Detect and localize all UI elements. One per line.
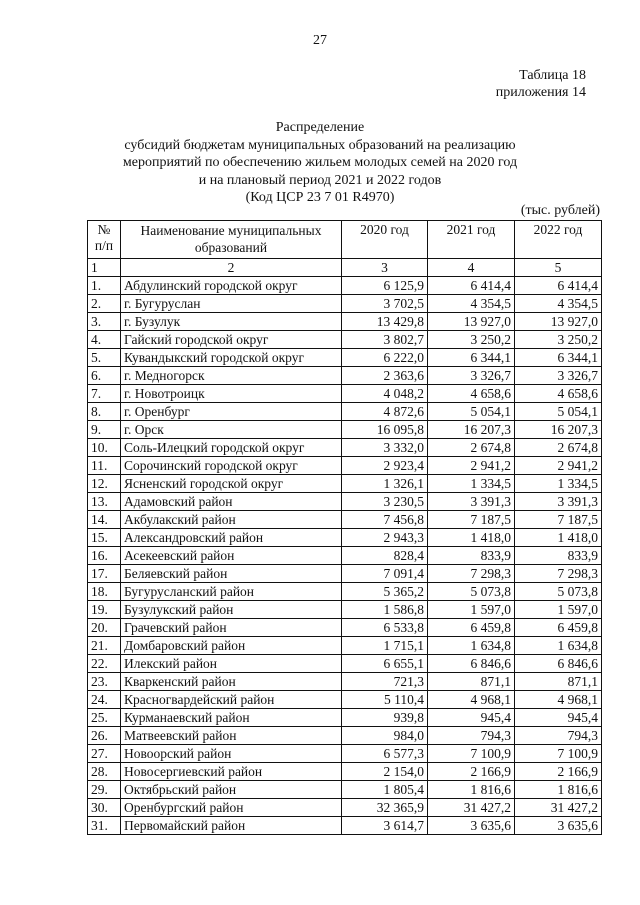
value-2020: 1 805,4 [342, 781, 428, 799]
row-number: 8. [88, 403, 121, 421]
row-number: 9. [88, 421, 121, 439]
table-row [88, 511, 602, 529]
table-row [88, 547, 602, 565]
row-number: 14. [88, 511, 121, 529]
municipality-name: Акбулакский район [121, 511, 342, 529]
value-2020: 984,0 [342, 727, 428, 745]
column-index-row [88, 259, 602, 277]
heading-line1: Распределение [275, 120, 365, 135]
table-row [88, 403, 602, 421]
row-number: 7. [88, 385, 121, 403]
value-2021: 5 054,1 [428, 403, 515, 421]
value-2021: 2 941,2 [428, 457, 515, 475]
heading-line2: субсидий бюджетам муниципальных образований на реализацию [124, 137, 516, 153]
table-body [88, 259, 602, 835]
table-row [88, 583, 602, 601]
value-2020: 828,4 [342, 547, 428, 565]
value-2022: 871,1 [515, 673, 602, 691]
value-2022: 6 414,4 [515, 277, 602, 295]
value-2020: 1 715,1 [342, 637, 428, 655]
value-2020: 6 222,0 [342, 349, 428, 367]
value-2021: 2 166,9 [428, 763, 515, 781]
value-2022: 1 597,0 [515, 601, 602, 619]
value-2020: 6 533,8 [342, 619, 428, 637]
value-2022: 7 298,3 [515, 565, 602, 583]
municipality-name: Илекский район [121, 655, 342, 673]
municipality-name: Абдулинский городской округ [121, 277, 342, 295]
value-2022: 1 418,0 [515, 529, 602, 547]
column-index-4: 4 [428, 259, 515, 277]
row-number: 21. [88, 637, 121, 655]
table-row [88, 601, 602, 619]
value-2021: 4 968,1 [428, 691, 515, 709]
value-2020: 13 429,8 [342, 313, 428, 331]
value-2021: 3 391,3 [428, 493, 515, 511]
value-2021: 4 354,5 [428, 295, 515, 313]
municipality-name: г. Оренбург [121, 403, 342, 421]
value-2022: 2 166,9 [515, 763, 602, 781]
table-row [88, 763, 602, 781]
header-2020: 2020 год [342, 221, 428, 259]
row-number: 17. [88, 565, 121, 583]
value-2021: 3 635,6 [428, 817, 515, 835]
row-number: 29. [88, 781, 121, 799]
row-number: 13. [88, 493, 121, 511]
value-2021: 7 187,5 [428, 511, 515, 529]
row-number: 10. [88, 439, 121, 457]
value-2020: 16 095,8 [342, 421, 428, 439]
table-ref-line1: Таблица 18 [519, 68, 586, 83]
header-2021: 2021 год [428, 221, 515, 259]
table-row [88, 637, 602, 655]
value-2020: 3 614,7 [342, 817, 428, 835]
value-2020: 3 702,5 [342, 295, 428, 313]
table-row [88, 709, 602, 727]
value-2022: 2 941,2 [515, 457, 602, 475]
value-2020: 939,8 [342, 709, 428, 727]
municipality-name: г. Медногорск [121, 367, 342, 385]
units-label: (тыс. рублей) [520, 203, 600, 218]
table-row [88, 817, 602, 835]
value-2022: 7 100,9 [515, 745, 602, 763]
value-2021: 794,3 [428, 727, 515, 745]
value-2022: 6 459,8 [515, 619, 602, 637]
value-2020: 7 456,8 [342, 511, 428, 529]
municipality-name: Адамовский район [121, 493, 342, 511]
header-num [88, 221, 121, 259]
table-row [88, 727, 602, 745]
row-number: 23. [88, 673, 121, 691]
value-2022: 794,3 [515, 727, 602, 745]
table-row [88, 313, 602, 331]
header-2022: 2022 год [515, 221, 602, 259]
value-2022: 3 391,3 [515, 493, 602, 511]
value-2022: 5 073,8 [515, 583, 602, 601]
value-2022: 1 634,8 [515, 637, 602, 655]
value-2022: 4 968,1 [515, 691, 602, 709]
value-2020: 3 230,5 [342, 493, 428, 511]
table-row [88, 385, 602, 403]
table-row [88, 277, 602, 295]
row-number: 19. [88, 601, 121, 619]
table-header-row [88, 221, 602, 259]
value-2022: 13 927,0 [515, 313, 602, 331]
value-2022: 1 816,6 [515, 781, 602, 799]
value-2022: 5 054,1 [515, 403, 602, 421]
heading-line4: и на плановый период 2021 и 2022 годов [198, 172, 442, 188]
municipality-name: Кваркенский район [121, 673, 342, 691]
table-row [88, 457, 602, 475]
table-row [88, 781, 602, 799]
municipality-name: Бузулукский район [121, 601, 342, 619]
value-2020: 721,3 [342, 673, 428, 691]
value-2020: 2 154,0 [342, 763, 428, 781]
row-number: 27. [88, 745, 121, 763]
row-number: 22. [88, 655, 121, 673]
municipality-name: г. Орск [121, 421, 342, 439]
value-2020: 6 125,9 [342, 277, 428, 295]
value-2021: 871,1 [428, 673, 515, 691]
table-row [88, 475, 602, 493]
row-number: 12. [88, 475, 121, 493]
municipality-name: Новосергиевский район [121, 763, 342, 781]
municipality-name: Бугурусланский район [121, 583, 342, 601]
table-row [88, 367, 602, 385]
value-2020: 6 655,1 [342, 655, 428, 673]
value-2022: 833,9 [515, 547, 602, 565]
value-2021: 5 073,8 [428, 583, 515, 601]
table-row [88, 565, 602, 583]
row-number: 15. [88, 529, 121, 547]
value-2021: 3 250,2 [428, 331, 515, 349]
value-2021: 6 459,8 [428, 619, 515, 637]
value-2021: 4 658,6 [428, 385, 515, 403]
value-2022: 16 207,3 [515, 421, 602, 439]
value-2022: 4 658,6 [515, 385, 602, 403]
row-number: 16. [88, 547, 121, 565]
value-2021: 1 816,6 [428, 781, 515, 799]
value-2022: 4 354,5 [515, 295, 602, 313]
subsidies-table [87, 220, 602, 835]
table-row [88, 439, 602, 457]
municipality-name: г. Бугуруслан [121, 295, 342, 313]
header-name-line2: образований [194, 240, 268, 255]
table-row [88, 529, 602, 547]
municipality-name: Красногвардейский район [121, 691, 342, 709]
column-index-3: 3 [342, 259, 428, 277]
column-index-5: 5 [515, 259, 602, 277]
row-number: 5. [88, 349, 121, 367]
municipality-name: Александровский район [121, 529, 342, 547]
municipality-name: Асекеевский район [121, 547, 342, 565]
value-2021: 945,4 [428, 709, 515, 727]
value-2022: 3 635,6 [515, 817, 602, 835]
row-number: 11. [88, 457, 121, 475]
table-row [88, 295, 602, 313]
value-2020: 1 586,8 [342, 601, 428, 619]
heading-line3: мероприятий по обеспечению жильем молодых семей на 2020 год [122, 155, 518, 170]
table-row [88, 421, 602, 439]
municipality-name: Октябрьский район [121, 781, 342, 799]
table-row [88, 331, 602, 349]
municipality-name: г. Бузулук [121, 313, 342, 331]
row-number: 1. [88, 277, 121, 295]
value-2020: 2 363,6 [342, 367, 428, 385]
value-2021: 1 634,8 [428, 637, 515, 655]
header-num-line1: № [97, 222, 111, 237]
column-index-1: 1 [88, 259, 121, 277]
value-2021: 7 298,3 [428, 565, 515, 583]
value-2022: 945,4 [515, 709, 602, 727]
row-number: 4. [88, 331, 121, 349]
value-2020: 2 943,3 [342, 529, 428, 547]
value-2021: 13 927,0 [428, 313, 515, 331]
value-2022: 3 326,7 [515, 367, 602, 385]
table-row [88, 619, 602, 637]
value-2021: 16 207,3 [428, 421, 515, 439]
row-number: 26. [88, 727, 121, 745]
row-number: 31. [88, 817, 121, 835]
page-number: 27 [313, 33, 327, 48]
row-number: 18. [88, 583, 121, 601]
value-2021: 2 674,8 [428, 439, 515, 457]
header-name [121, 221, 342, 259]
value-2020: 5 365,2 [342, 583, 428, 601]
value-2021: 1 418,0 [428, 529, 515, 547]
value-2022: 1 334,5 [515, 475, 602, 493]
column-index-2: 2 [121, 259, 342, 277]
municipality-name: Первомайский район [121, 817, 342, 835]
row-number: 28. [88, 763, 121, 781]
municipality-name: Матвеевский район [121, 727, 342, 745]
table-row [88, 691, 602, 709]
municipality-name: Курманаевский район [121, 709, 342, 727]
value-2022: 3 250,2 [515, 331, 602, 349]
value-2021: 31 427,2 [428, 799, 515, 817]
row-number: 3. [88, 313, 121, 331]
value-2020: 3 802,7 [342, 331, 428, 349]
municipality-name: Беляевский район [121, 565, 342, 583]
value-2020: 3 332,0 [342, 439, 428, 457]
municipality-name: Оренбургский район [121, 799, 342, 817]
table-reference [496, 67, 586, 101]
table-row [88, 745, 602, 763]
value-2021: 1 597,0 [428, 601, 515, 619]
header-name-line1: Наименование муниципальных [140, 223, 322, 238]
header-num-line2: п/п [94, 238, 114, 253]
municipality-name: Домбаровский район [121, 637, 342, 655]
municipality-name: Гайский городской округ [121, 331, 342, 349]
value-2021: 3 326,7 [428, 367, 515, 385]
value-2021: 6 846,6 [428, 655, 515, 673]
value-2020: 32 365,9 [342, 799, 428, 817]
value-2022: 6 846,6 [515, 655, 602, 673]
table-ref-line2: приложения 14 [495, 85, 586, 100]
value-2020: 4 872,6 [342, 403, 428, 421]
municipality-name: Кувандыкский городской округ [121, 349, 342, 367]
value-2020: 5 110,4 [342, 691, 428, 709]
municipality-name: Новоорский район [121, 745, 342, 763]
value-2020: 4 048,2 [342, 385, 428, 403]
value-2021: 6 344,1 [428, 349, 515, 367]
value-2021: 6 414,4 [428, 277, 515, 295]
row-number: 20. [88, 619, 121, 637]
value-2020: 2 923,4 [342, 457, 428, 475]
row-number: 2. [88, 295, 121, 313]
row-number: 30. [88, 799, 121, 817]
value-2022: 2 674,8 [515, 439, 602, 457]
municipality-name: г. Новотроицк [121, 385, 342, 403]
row-number: 6. [88, 367, 121, 385]
table-row [88, 799, 602, 817]
value-2022: 31 427,2 [515, 799, 602, 817]
value-2022: 6 344,1 [515, 349, 602, 367]
municipality-name: Ясненский городской округ [121, 475, 342, 493]
row-number: 24. [88, 691, 121, 709]
value-2021: 1 334,5 [428, 475, 515, 493]
table-row [88, 655, 602, 673]
value-2021: 7 100,9 [428, 745, 515, 763]
row-number: 25. [88, 709, 121, 727]
municipality-name: Грачевский район [121, 619, 342, 637]
municipality-name: Соль-Илецкий городской округ [121, 439, 342, 457]
value-2020: 7 091,4 [342, 565, 428, 583]
heading-code: (Код ЦСР 23 7 01 R4970) [245, 190, 395, 205]
value-2021: 833,9 [428, 547, 515, 565]
document-heading [0, 119, 640, 207]
table-row [88, 493, 602, 511]
table-row [88, 349, 602, 367]
municipality-name: Сорочинский городской округ [121, 457, 342, 475]
table-row [88, 673, 602, 691]
value-2022: 7 187,5 [515, 511, 602, 529]
value-2020: 1 326,1 [342, 475, 428, 493]
value-2020: 6 577,3 [342, 745, 428, 763]
